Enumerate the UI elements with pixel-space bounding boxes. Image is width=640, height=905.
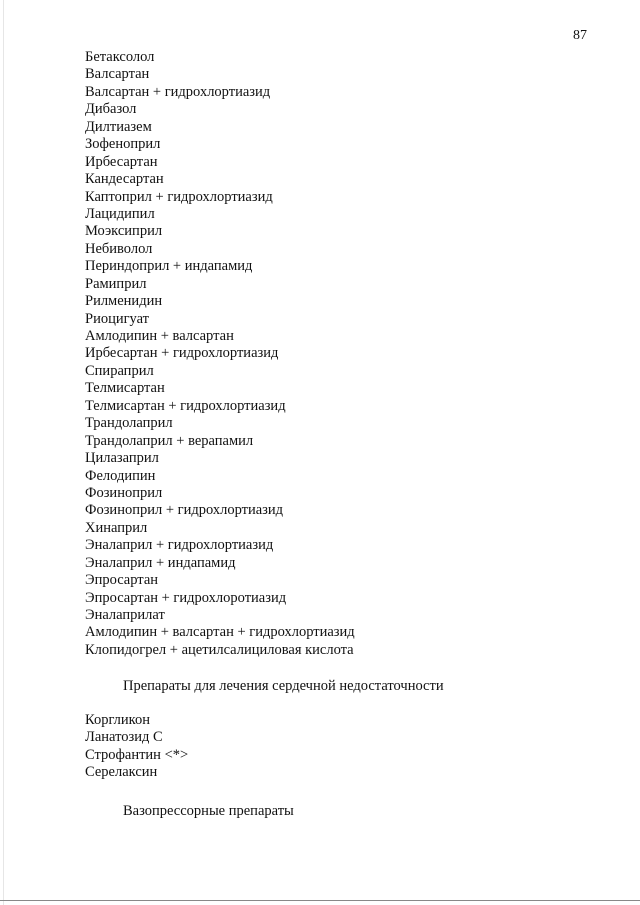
list-item: Периндоприл + индапамид	[85, 258, 253, 275]
list-item: Рилменидин	[85, 293, 163, 310]
list-item: Ирбесартан + гидрохлортиазид	[85, 345, 279, 362]
list-item: Валсартан + гидрохлортиазид	[85, 83, 271, 100]
scan-edge	[3, 0, 4, 905]
list-item: Эналаприл + индапамид	[85, 554, 236, 571]
list-item: Рамиприл	[85, 275, 147, 292]
page-number: 87	[573, 28, 587, 43]
list-item: Эпросартан + гидрохлоротиазид	[85, 589, 287, 606]
list-item: Амлодипин + валсартан	[85, 328, 234, 344]
list-item: Дилтиазем	[85, 118, 152, 135]
list-item: Коргликон	[85, 712, 150, 728]
list-item: Эналаприлат	[85, 607, 165, 623]
section-heading-heart-failure: Препараты для лечения сердечной недостаточности	[123, 678, 444, 694]
list-item: Ланатозид С	[85, 729, 163, 746]
list-item: Хинаприл	[85, 519, 148, 536]
list-item: Кандесартан	[85, 171, 164, 188]
list-item: Серелаксин	[85, 764, 158, 781]
list-item: Ирбесартан	[85, 153, 158, 170]
list-item: Валсартан	[85, 66, 150, 83]
list-item: Риоцигуат	[85, 310, 149, 327]
list-item: Фелодипин	[85, 467, 156, 484]
list-item: Зофеноприл	[85, 136, 161, 153]
heart-failure-drug-list	[85, 712, 188, 782]
list-item: Спираприл	[85, 362, 154, 379]
list-item: Цилазаприл	[85, 450, 159, 467]
list-item: Моэксиприл	[85, 223, 163, 240]
list-item: Дибазол	[85, 101, 137, 118]
list-item: Телмисартан + гидрохлортиазид	[85, 397, 286, 414]
list-item: Трандолаприл	[85, 415, 173, 432]
list-item: Каптоприл + гидрохлортиазид	[85, 188, 273, 205]
antihypertensive-drug-list	[85, 49, 355, 659]
list-item: Эпросартан	[85, 572, 159, 589]
list-item: Телмисартан	[85, 380, 165, 397]
list-item: Небиволол	[85, 240, 153, 257]
list-item: Бетаксолол	[85, 49, 155, 65]
scan-bottom-edge	[0, 900, 640, 901]
list-item: Строфантин <*>	[85, 746, 189, 763]
list-item: Амлодипин + валсартан + гидрохлортиазид	[85, 624, 355, 641]
section-heading-vasopressors: Вазопрессорные препараты	[123, 803, 294, 819]
list-item: Эналаприл + гидрохлортиазид	[85, 537, 274, 554]
list-item: Фозиноприл	[85, 484, 163, 501]
list-item: Клопидогрел + ацетилсалициловая кислота	[85, 641, 354, 658]
list-item: Трандолаприл + верапамил	[85, 432, 254, 449]
list-item: Фозиноприл + гидрохлортиазид	[85, 502, 284, 519]
list-item: Лацидипил	[85, 205, 155, 222]
